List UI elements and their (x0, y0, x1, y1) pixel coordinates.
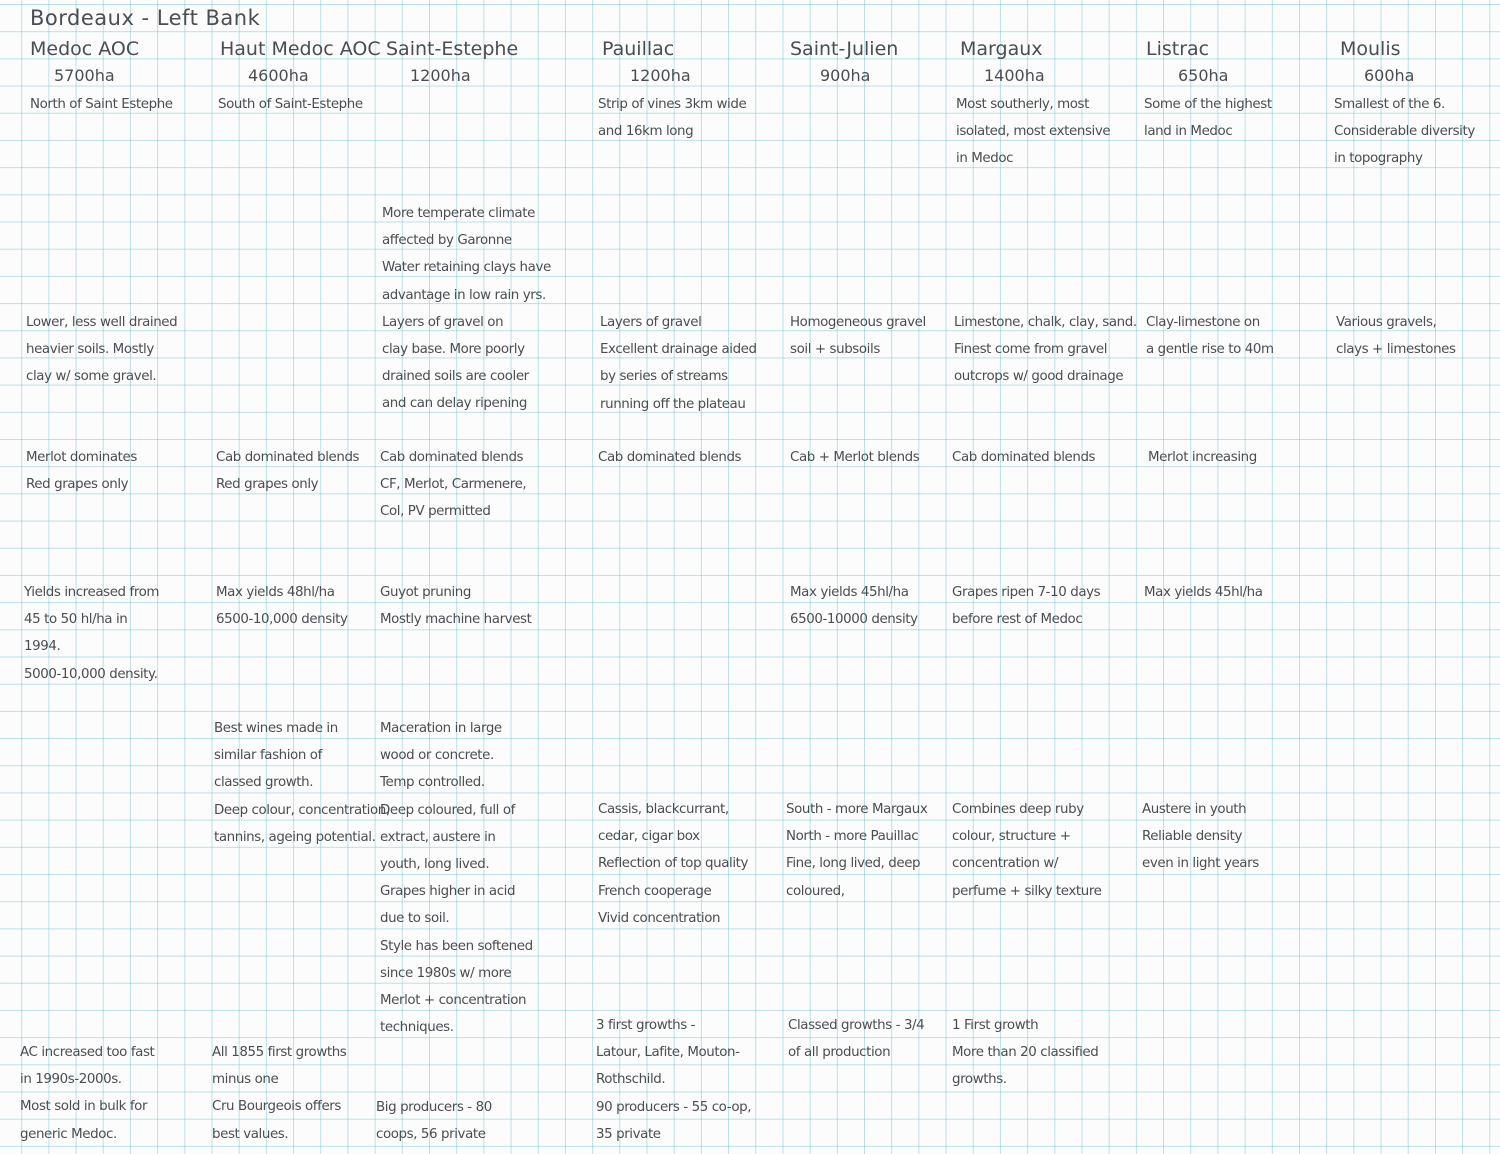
notes-cell: Smallest of the 6. Considerable diversity in topography (1334, 97, 1475, 167)
viticulture-cell: Max yields 45hl/ha 6500-10000 density (790, 585, 918, 628)
style-cell: Best wines made in similar fashion of classed growth. Deep colour, concentration, tannins, ageing potential. (214, 721, 390, 845)
viticulture-cell: Guyot pruning Mostly machine harvest (380, 585, 532, 628)
notes-cell: South of Saint-Estephe (218, 97, 363, 112)
market-cell: AC increased too fast in 1990s-2000s. Most sold in bulk for generic Medoc. (20, 1045, 155, 1142)
grapes-cell: Cab dominated blends Red grapes only (216, 450, 360, 493)
column-area: 4600ha (248, 66, 309, 85)
soil-cell: More temperate climate affected by Garonne Water retaining clays have advantage in low rain yrs. Layers of gravel on clay base. More poorly drained soils are cooler and can delay ripening (382, 206, 551, 412)
market-cell: 3 first growths - Latour, Lafite, Mouton- Rothschild. 90 producers - 55 co-op, 35 private (596, 1018, 752, 1142)
style-cell: Cassis, blackcurrant, cedar, cigar box Reflection of top quality French cooperage Vivid concentration (598, 802, 749, 926)
style-cell: Austere in youth Reliable density even in light years (1142, 802, 1259, 872)
column-area: 1400ha (984, 66, 1045, 85)
page-title: Bordeaux - Left Bank (30, 6, 261, 30)
column-area: 1200ha (410, 66, 471, 85)
viticulture-cell: Max yields 48hl/ha 6500-10,000 density (216, 585, 348, 628)
soil-cell: Layers of gravel Excellent drainage aided by series of streams running off the plateau (600, 315, 757, 412)
grapes-cell: Merlot increasing (1148, 450, 1257, 465)
market-cell: All 1855 first growths minus one Cru Bourgeois offers best values. (212, 1045, 347, 1142)
grapes-cell: Cab dominated blends (598, 450, 742, 465)
column-heading: Haut Medoc AOC (220, 38, 381, 60)
style-cell: Maceration in large wood or concrete. Temp controlled. Deep coloured, full of extract, austere in youth, long lived. Grapes higher in acid due to soil. Style has been softened since 1980s w/ more Merlot + concentration techniques. (380, 721, 533, 1036)
viticulture-cell: Grapes ripen 7-10 days before rest of Medoc (952, 585, 1101, 628)
column-heading: Listrac (1146, 38, 1210, 60)
soil-cell: Limestone, chalk, clay, sand. Finest come from gravel outcrops w/ good drainage (954, 315, 1137, 385)
column-area: 5700ha (54, 66, 115, 85)
column-area: 1200ha (630, 66, 691, 85)
market-cell: Big producers - 80 coops, 56 private (376, 1099, 492, 1142)
grapes-cell: Cab + Merlot blends (790, 450, 920, 465)
column-area: 600ha (1364, 66, 1415, 85)
grapes-cell: Merlot dominates Red grapes only (26, 450, 137, 493)
notes-cell: Most southerly, most isolated, most extensive in Medoc (956, 97, 1111, 167)
soil-cell: Homogeneous gravel soil + subsoils (790, 315, 926, 358)
notes-cell: Strip of vines 3km wide and 16km long (598, 97, 747, 140)
column-heading: Saint-Estephe (386, 38, 519, 60)
grapes-cell: Cab dominated blends (952, 450, 1096, 465)
grapes-cell: Cab dominated blends CF, Merlot, Carmenere, Col, PV permitted (380, 450, 527, 520)
style-cell: South - more Margaux North - more Pauillac Fine, long lived, deep coloured, (786, 802, 928, 899)
style-cell: Combines deep ruby colour, structure + concentration w/ perfume + silky texture (952, 802, 1102, 899)
column-area: 650ha (1178, 66, 1229, 85)
soil-cell: Clay-limestone on a gentle rise to 40m (1146, 315, 1274, 358)
market-cell: Classed growths - 3/4 of all production (788, 1018, 925, 1061)
column-heading: Saint-Julien (790, 38, 899, 60)
column-area: 900ha (820, 66, 871, 85)
soil-cell: Lower, less well drained heavier soils. Mostly clay w/ some gravel. (26, 315, 178, 385)
column-heading: Medoc AOC (30, 38, 140, 60)
notes-cell: Some of the highest land in Medoc (1144, 97, 1272, 140)
notes-cell: North of Saint Estephe (30, 97, 173, 112)
viticulture-cell: Max yields 45hl/ha (1144, 585, 1263, 600)
column-heading: Pauillac (602, 38, 675, 60)
column-heading: Margaux (960, 38, 1043, 60)
column-heading: Moulis (1340, 38, 1401, 60)
viticulture-cell: Yields increased from 45 to 50 hl/ha in 1994. 5000-10,000 density. (24, 585, 160, 682)
market-cell: 1 First growth More than 20 classified growths. (952, 1018, 1099, 1088)
soil-cell: Various gravels, clays + limestones (1336, 315, 1456, 358)
